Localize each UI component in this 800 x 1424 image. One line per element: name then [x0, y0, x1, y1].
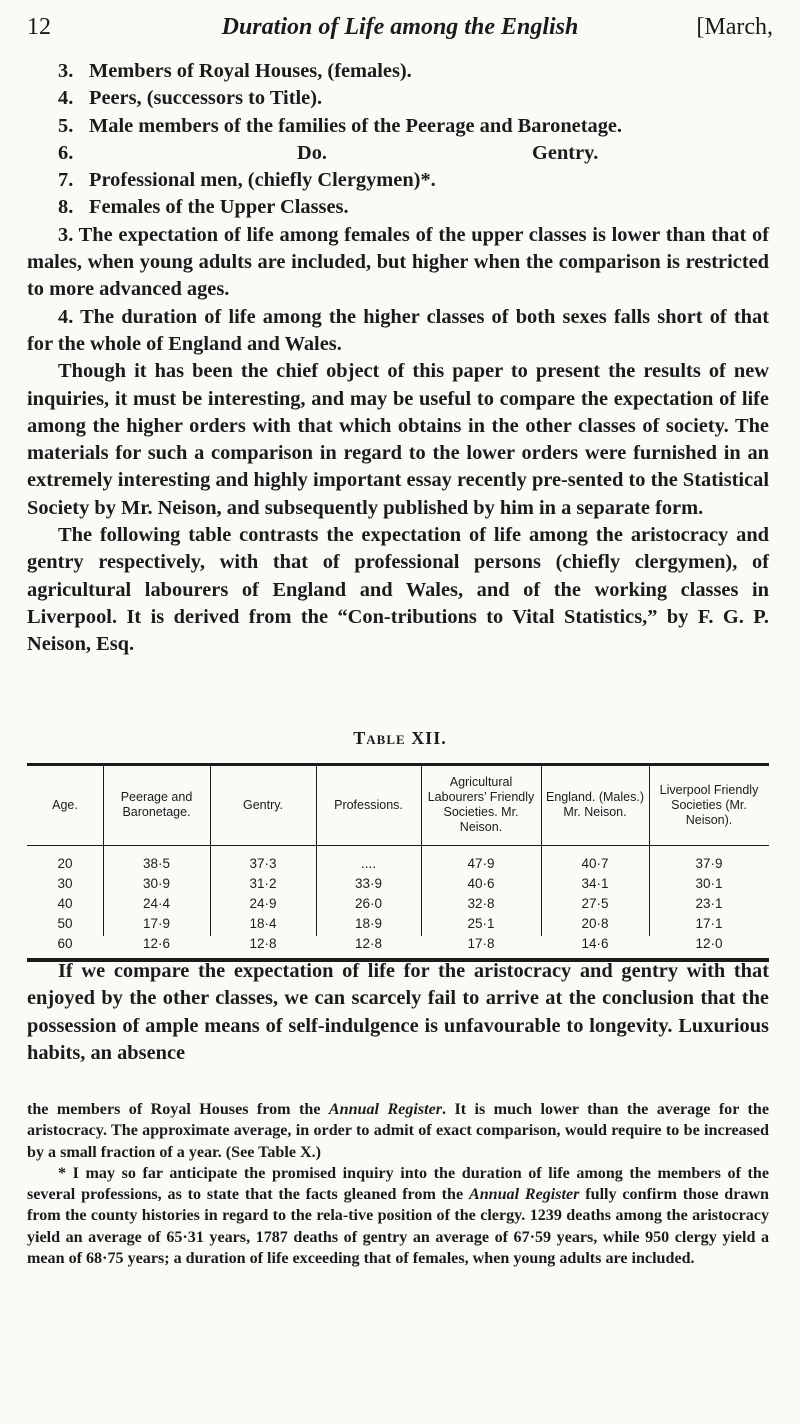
footnote-text: * I may so far anticipate the promised inquiry into the duration of life among the members of the several professions, as to state that the facts gleaned from the — [27, 1164, 769, 1204]
list-item-number: 7. — [58, 169, 74, 192]
table-row — [27, 856, 769, 876]
header-england: England. (Males.) Mr. Neison. — [546, 790, 644, 819]
list-item-number: 6. — [58, 141, 74, 164]
list-item-text: Male members of the families of the Peerage and Baronetage. — [89, 114, 623, 137]
list-item-number: 5. — [58, 114, 74, 137]
list-item — [27, 85, 769, 112]
paragraph: If we compare the expectation of life for the aristocracy and gentry with that enjoyed by the other classes, we can scarcely fail to arrive at the conclusion that the possession of ample means of self-indulgence is unfavourable to longevity. Luxurious habits, an absence — [27, 960, 769, 1064]
list-item — [27, 113, 769, 140]
list-item-text: Professional men, (chiefly Clergymen)*. — [89, 169, 436, 192]
table-row — [27, 916, 769, 936]
list-item-text-2: Gentry. — [532, 141, 599, 164]
list-item-number: 3. — [58, 60, 74, 82]
cell-gentry: 18·4 — [249, 916, 277, 931]
footnote-text: fully confirm those drawn from the county histories in regard to the rela-tive position of the clergy. 1239 deaths among the aristocracy yield an average of 65·31 years, 1787 deaths of gentry an average of 67·59 years, while 950 clergy yield a mean of 68·75 years; a duration of life exceeding that of females, when young adults are included. — [27, 1186, 770, 1268]
cell-age: 60 — [57, 936, 73, 951]
cell-liverpool: 12·0 — [695, 936, 723, 951]
body-text — [27, 58, 769, 659]
list-item — [27, 194, 769, 221]
cell-peerage: 24·4 — [142, 896, 171, 911]
list-item-text: Members of Royal Houses, (females). — [89, 60, 412, 82]
header-liverpool: Liverpool Friendly Societies (Mr. Neison). — [659, 782, 759, 827]
list-item-text: Females of the Upper Classes. — [89, 196, 349, 219]
header-agricultural: Agricultural Labourers’ Friendly Societies. Mr. Neison. — [427, 775, 535, 834]
cell-age: 50 — [57, 916, 73, 931]
header-age: Age. — [52, 797, 78, 812]
list-item — [27, 58, 769, 85]
footnote-text: . It is much lower than the average for the aristocracy. The approximate average, in order to admit of exact comparison, would require to be increased by a small fraction of a year. (See Table X.) — [27, 1101, 769, 1161]
cell-peerage: 30·9 — [142, 876, 171, 891]
cell-professions: 26·0 — [354, 896, 383, 911]
cell-gentry: 37·3 — [249, 856, 277, 871]
page-number: 12 — [27, 14, 51, 40]
cell-liverpool: 17·1 — [695, 916, 723, 931]
cell-professions: 33·9 — [354, 876, 383, 891]
header-rule — [27, 845, 769, 846]
cell-agricultural: 25·1 — [467, 916, 495, 931]
page-header — [27, 14, 773, 48]
cell-liverpool: 37·9 — [695, 856, 723, 871]
cell-peerage: 38·5 — [142, 856, 171, 871]
table-top-rule — [27, 763, 769, 766]
footnotes — [27, 1099, 769, 1269]
table-row — [27, 936, 769, 956]
cell-peerage: 17·9 — [142, 916, 171, 931]
cell-england: 14·6 — [581, 936, 609, 951]
table-row — [27, 876, 769, 896]
header-professions: Professions. — [334, 797, 403, 812]
footnote-continuation — [27, 1099, 769, 1163]
running-title: Duration of Life among the English — [221, 14, 579, 40]
cell-agricultural: 17·8 — [467, 936, 495, 951]
table-caption: Table XII. — [353, 728, 447, 748]
list-item-text: Peers, (successors to Title). — [89, 87, 323, 110]
list-item-number: 8. — [58, 196, 74, 219]
cell-england: 34·1 — [581, 876, 609, 891]
footnote-text: the members of Royal Houses from the — [27, 1101, 321, 1118]
cell-gentry: 24·9 — [249, 896, 277, 911]
list-item — [27, 167, 769, 194]
list-item — [27, 140, 769, 167]
cell-england: 20·8 — [581, 916, 609, 931]
cell-liverpool: 23·1 — [695, 896, 723, 911]
footnote — [27, 1163, 769, 1269]
footnote-italic: Annual Register — [328, 1101, 442, 1118]
cell-professions: 18·9 — [354, 916, 383, 931]
paragraph: 3. The expectation of life among females of the upper classes is lower than that of males, when young adults are included, but higher when the comparison is restricted to more advanced ages. — [27, 223, 769, 301]
cell-agricultural: 47·9 — [467, 856, 495, 871]
paragraph: The following table contrasts the expectation of life among the aristocracy and gentry respectively, with that of professional persons (chiefly clergymen), of agricultural labourers of England and Wales, and of the working classes in Liverpool. It is derived from the “Con-tributions to Vital Statistics,” by F. G. P. Neison, Esq. — [27, 524, 769, 656]
cell-age: 20 — [57, 856, 73, 871]
cell-agricultural: 40·6 — [467, 876, 495, 891]
table-row — [27, 896, 769, 916]
cell-england: 40·7 — [581, 856, 609, 871]
cell-professions: .... — [360, 856, 376, 871]
list-item-text: Do. — [297, 141, 328, 164]
cell-age: 40 — [57, 896, 73, 911]
footnote-italic: Annual Register — [468, 1186, 580, 1204]
paragraph: 4. The duration of life among the higher classes of both sexes falls short of that for the whole of England and Wales. — [27, 305, 769, 355]
cell-professions: 12·8 — [354, 936, 383, 951]
running-date: [March, — [696, 14, 773, 40]
cell-peerage: 12·6 — [142, 936, 171, 951]
cell-age: 30 — [57, 876, 73, 891]
list-item-number: 4. — [58, 87, 74, 110]
cell-liverpool: 30·1 — [695, 876, 723, 891]
cell-england: 27·5 — [581, 896, 609, 911]
after-table-text — [27, 958, 769, 1067]
header-peerage: Peerage and Baronetage. — [120, 790, 193, 819]
cell-agricultural: 32·8 — [467, 896, 495, 911]
paragraph: Though it has been the chief object of this paper to present the results of new inquiries, it must be interesting, and may be useful to compare the expectation of life among the higher orders with that which obtains in the other classes of society. The materials for such a comparison in regard to the lower orders were furnished in an extremely interesting and highly important essay recently pre-sented to the Statistical Society by Mr. Neison, and subsequently published by him in a separate form. — [27, 360, 769, 519]
cell-gentry: 12·8 — [249, 936, 277, 951]
cell-gentry: 31·2 — [249, 876, 277, 891]
header-gentry: Gentry. — [242, 797, 284, 812]
